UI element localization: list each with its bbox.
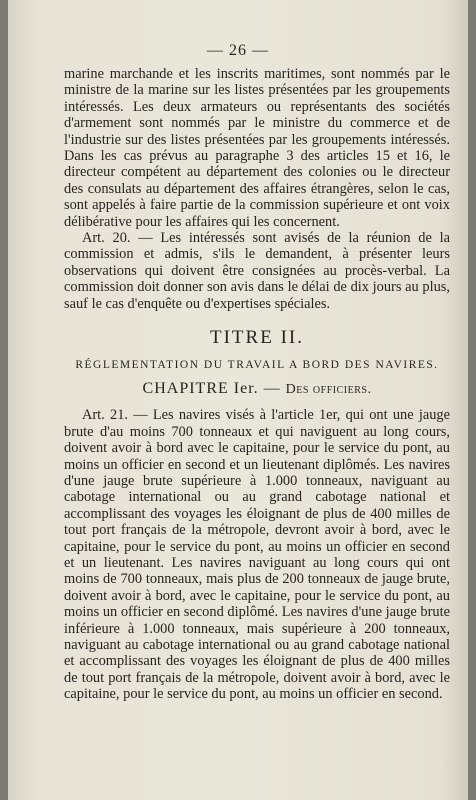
article-20-paragraph: Art. 20. — Les intéressés sont avisés de la réunion de la commission et admis, s'ils le demandent, à présenter leurs observations qui doivent être consignées au procès-verbal. La commission doit donner son avis dans le délai de dix jours au plus, sauf le cas d'enquête ou d'expertises spéciales. — [64, 230, 450, 312]
titre-subtitle: RÉGLEMENTATION DU TRAVAIL A BORD DES NAVIRES. — [75, 358, 439, 371]
article-21-paragraph: Art. 21. — Les navires visés à l'article 1er, qui ont une jauge brute d'au moins 700 tonneaux et qui naviguent au long cours, doivent avoir à bord avec le capitaine, pour le service du pont, au moins un officier en second et un lieutenant diplômés. Les navires d'une jauge brute supérieure à 1.000 tonneaux, naviguant au cabotage international ou au grand cabotage national et accomplissant des voyages les éloignant de plus de 400 milles de tout port français de la métropole, devront avoir à bord, avec le capitaine, pour le service du pont, au moins un officier en second et un lieutenant. Les navires naviguant au long cours qui ont moins de 700 tonneaux, mais plus de 200 tonneaux de jauge brute, doivent avoir à bord, avec le capitaine, pour le service du pont, au moins un officier en second diplômé. Les navires d'une jauge brute inférieure à 1.000 tonneaux, mais supérieure à 200 tonneaux, naviguant au cabotage international ou au grand cabotage national et accomplissant des voyages les éloignant de plus de 400 milles de tout port français de la métropole, doivent avoir à bord, avec le capitaine, pour le service du pont, au moins un officier en second. — [64, 407, 450, 703]
chapitre-separator: — — [258, 379, 286, 397]
chapitre-label: CHAPITRE Ier. — [142, 379, 259, 397]
page-number: — 26 — — [207, 42, 269, 59]
paragraph-continuation: marine marchande et les inscrits maritimes, sont nommés par le ministre de la marine sur les listes présentées par les groupements intéressés. Les deux armateurs ou représentants des sociétés d'armement sont nommés par le ministre du commerce et de l'industrie sur des listes présentées par les groupements intéressés. Dans les cas prévus au paragraphe 3 des articles 15 et 16, le directeur compétent au département des colonies ou le directeur des consulats au département des affaires étrangères, selon le cas, sont appelés à faire partie de la commission supérieure et ont voix délibérative pour les affaires qui les concernent. — [64, 66, 450, 230]
chapitre-heading — [64, 381, 450, 398]
page-body — [64, 66, 450, 703]
titre-heading: TITRE II. — [210, 327, 304, 349]
chapitre-subtitle: Des officiers. — [285, 381, 372, 397]
book-page — [8, 0, 468, 800]
